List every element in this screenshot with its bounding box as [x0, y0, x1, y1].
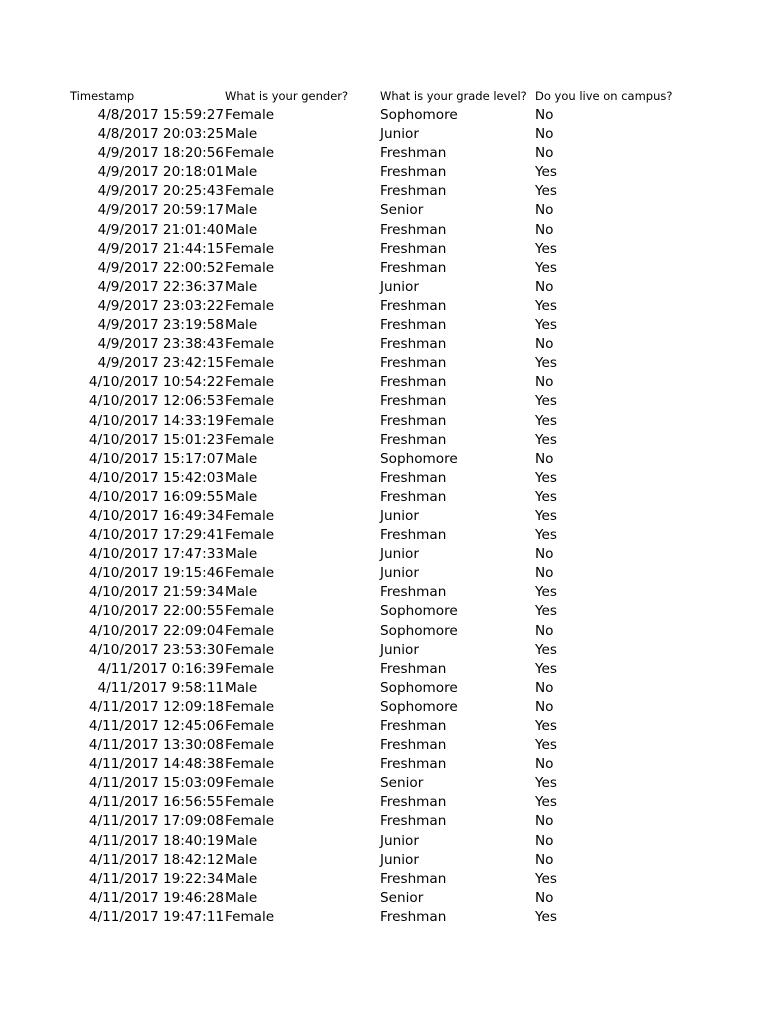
cell-grade-level: Freshman	[380, 431, 447, 448]
cell-live-on-campus: Yes	[535, 297, 557, 314]
cell-gender: Male	[225, 469, 258, 486]
cell-live-on-campus: No	[535, 889, 554, 906]
table-row	[0, 851, 768, 870]
table-row	[0, 488, 768, 507]
cell-live-on-campus: Yes	[535, 527, 557, 544]
cell-grade-level: Freshman	[380, 813, 447, 830]
cell-live-on-campus: No	[535, 851, 554, 868]
cell-timestamp: 4/11/2017 19:46:28	[88, 889, 224, 906]
cell-timestamp: 4/11/2017 0:16:39	[97, 660, 224, 677]
cell-timestamp: 4/10/2017 14:33:19	[88, 412, 224, 429]
cell-gender: Male	[225, 278, 258, 295]
cell-timestamp: 4/10/2017 15:42:03	[88, 469, 224, 486]
cell-grade-level: Freshman	[380, 660, 447, 677]
cell-live-on-campus: Yes	[535, 603, 557, 620]
table-row	[0, 641, 768, 660]
cell-grade-level: Freshman	[380, 240, 447, 257]
cell-grade-level: Freshman	[380, 527, 447, 544]
cell-timestamp: 4/11/2017 19:22:34	[88, 870, 224, 887]
cell-grade-level: Freshman	[380, 412, 447, 429]
table-row	[0, 354, 768, 373]
cell-timestamp: 4/10/2017 23:53:30	[88, 641, 224, 658]
table-row	[0, 221, 768, 240]
cell-grade-level: Junior	[380, 507, 419, 524]
cell-timestamp: 4/10/2017 19:15:46	[88, 565, 224, 582]
cell-gender: Female	[225, 775, 275, 792]
table-row	[0, 316, 768, 335]
cell-live-on-campus: Yes	[535, 507, 557, 524]
table-row	[0, 240, 768, 259]
cell-grade-level: Freshman	[380, 259, 447, 276]
table-row	[0, 392, 768, 411]
cell-timestamp: 4/9/2017 21:44:15	[97, 240, 224, 257]
cell-live-on-campus: No	[535, 679, 554, 696]
cell-grade-level: Freshman	[380, 393, 447, 410]
table-row	[0, 717, 768, 736]
cell-timestamp: 4/9/2017 20:59:17	[97, 202, 224, 219]
table-row	[0, 870, 768, 889]
cell-gender: Female	[225, 259, 275, 276]
cell-timestamp: 4/10/2017 16:09:55	[88, 488, 224, 505]
cell-gender: Female	[225, 374, 275, 391]
cell-gender: Female	[225, 183, 275, 200]
cell-grade-level: Freshman	[380, 794, 447, 811]
cell-live-on-campus: Yes	[535, 431, 557, 448]
cell-grade-level: Sophomore	[380, 603, 458, 620]
table-row	[0, 545, 768, 564]
cell-timestamp: 4/9/2017 22:00:52	[97, 259, 224, 276]
cell-gender: Female	[225, 603, 275, 620]
cell-timestamp: 4/11/2017 19:47:11	[88, 908, 224, 925]
cell-timestamp: 4/10/2017 22:09:04	[88, 622, 224, 639]
cell-live-on-campus: Yes	[535, 660, 557, 677]
cell-live-on-campus: Yes	[535, 355, 557, 372]
cell-timestamp: 4/9/2017 21:01:40	[97, 221, 224, 238]
cell-gender: Female	[225, 412, 275, 429]
cell-timestamp: 4/11/2017 16:56:55	[88, 794, 224, 811]
cell-live-on-campus: No	[535, 813, 554, 830]
table-row	[0, 412, 768, 431]
cell-gender: Female	[225, 565, 275, 582]
cell-gender: Female	[225, 527, 275, 544]
cell-grade-level: Freshman	[380, 718, 447, 734]
cell-gender: Male	[225, 546, 258, 563]
cell-gender: Male	[225, 870, 258, 887]
cell-timestamp: 4/10/2017 15:01:23	[88, 431, 224, 448]
cell-grade-level: Freshman	[380, 756, 447, 773]
cell-grade-level: Freshman	[380, 164, 447, 181]
cell-gender: Female	[225, 431, 275, 448]
cell-timestamp: 4/11/2017 18:40:19	[88, 832, 224, 849]
cell-timestamp: 4/9/2017 18:20:56	[97, 145, 224, 162]
cell-live-on-campus: No	[535, 756, 554, 773]
cell-timestamp: 4/10/2017 15:17:07	[88, 450, 224, 467]
cell-live-on-campus: No	[535, 565, 554, 582]
cell-grade-level: Junior	[380, 832, 419, 849]
header-grade-level: What is your grade level?	[380, 89, 527, 103]
table-row	[0, 259, 768, 278]
cell-grade-level: Freshman	[380, 584, 447, 601]
table-row	[0, 583, 768, 602]
cell-live-on-campus: Yes	[535, 183, 557, 200]
cell-gender: Female	[225, 393, 275, 410]
cell-timestamp: 4/9/2017 22:36:37	[97, 278, 224, 295]
table-row	[0, 469, 768, 488]
header-live-on-campus: Do you live on campus?	[535, 89, 673, 103]
cell-timestamp: 4/11/2017 18:42:12	[88, 851, 224, 868]
table-row	[0, 774, 768, 793]
cell-gender: Female	[225, 240, 275, 257]
data-rows	[0, 106, 768, 927]
table-row	[0, 622, 768, 641]
survey-spreadsheet	[0, 86, 768, 927]
table-row	[0, 335, 768, 354]
cell-timestamp: 4/11/2017 12:09:18	[88, 698, 224, 715]
cell-gender: Male	[225, 126, 258, 143]
table-row	[0, 755, 768, 774]
cell-gender: Female	[225, 355, 275, 372]
cell-live-on-campus: Yes	[535, 240, 557, 257]
cell-grade-level: Freshman	[380, 221, 447, 238]
cell-gender: Female	[225, 660, 275, 677]
cell-grade-level: Junior	[380, 546, 419, 563]
cell-gender: Male	[225, 450, 258, 467]
cell-timestamp: 4/10/2017 21:59:34	[88, 584, 224, 601]
table-row	[0, 526, 768, 545]
table-row	[0, 373, 768, 392]
cell-live-on-campus: Yes	[535, 584, 557, 601]
cell-timestamp: 4/10/2017 16:49:34	[88, 507, 224, 524]
table-row	[0, 793, 768, 812]
table-row	[0, 106, 768, 125]
cell-grade-level: Freshman	[380, 297, 447, 314]
cell-timestamp: 4/11/2017 9:58:11	[97, 679, 224, 696]
table-row	[0, 125, 768, 144]
cell-grade-level: Junior	[380, 565, 419, 582]
table-row	[0, 201, 768, 220]
cell-grade-level: Freshman	[380, 336, 447, 353]
cell-live-on-campus: No	[535, 145, 554, 162]
cell-grade-level: Freshman	[380, 488, 447, 505]
cell-gender: Female	[225, 718, 275, 734]
table-row	[0, 507, 768, 526]
cell-timestamp: 4/10/2017 22:00:55	[88, 603, 224, 620]
cell-grade-level: Freshman	[380, 469, 447, 486]
cell-live-on-campus: No	[535, 202, 554, 219]
cell-live-on-campus: Yes	[535, 737, 557, 754]
cell-gender: Female	[225, 698, 275, 715]
cell-live-on-campus: No	[535, 221, 554, 238]
cell-gender: Female	[225, 641, 275, 658]
cell-timestamp: 4/10/2017 10:54:22	[88, 374, 224, 391]
table-row	[0, 679, 768, 698]
cell-gender: Male	[225, 584, 258, 601]
cell-timestamp: 4/10/2017 12:06:53	[88, 393, 224, 410]
cell-live-on-campus: No	[535, 374, 554, 391]
table-row	[0, 297, 768, 316]
cell-grade-level: Freshman	[380, 908, 447, 925]
table-row	[0, 698, 768, 717]
cell-grade-level: Freshman	[380, 317, 447, 334]
cell-timestamp: 4/10/2017 17:47:33	[88, 546, 224, 563]
cell-live-on-campus: No	[535, 450, 554, 467]
cell-grade-level: Senior	[380, 202, 424, 219]
cell-gender: Female	[225, 622, 275, 639]
cell-timestamp: 4/9/2017 23:42:15	[97, 355, 224, 372]
cell-live-on-campus: Yes	[535, 641, 557, 658]
cell-grade-level: Freshman	[380, 145, 447, 162]
cell-gender: Female	[225, 813, 275, 830]
table-row	[0, 889, 768, 908]
table-row	[0, 182, 768, 201]
cell-gender: Female	[225, 145, 275, 162]
cell-grade-level: Junior	[380, 641, 419, 658]
cell-live-on-campus: Yes	[535, 775, 557, 792]
cell-gender: Female	[225, 908, 275, 925]
table-row	[0, 163, 768, 182]
cell-live-on-campus: Yes	[535, 908, 557, 925]
cell-live-on-campus: Yes	[535, 870, 557, 887]
cell-gender: Female	[225, 336, 275, 353]
table-row	[0, 602, 768, 621]
cell-live-on-campus: Yes	[535, 259, 557, 276]
cell-live-on-campus: No	[535, 126, 554, 143]
cell-grade-level: Junior	[380, 126, 419, 143]
cell-live-on-campus: Yes	[535, 164, 557, 181]
cell-live-on-campus: Yes	[535, 488, 557, 505]
cell-live-on-campus: No	[535, 698, 554, 715]
table-row	[0, 736, 768, 755]
cell-live-on-campus: Yes	[535, 317, 557, 334]
cell-timestamp: 4/11/2017 15:03:09	[88, 775, 224, 792]
table-row	[0, 144, 768, 163]
cell-gender: Female	[225, 756, 275, 773]
cell-live-on-campus: No	[535, 336, 554, 353]
cell-timestamp: 4/11/2017 14:48:38	[88, 756, 224, 773]
cell-gender: Female	[225, 297, 275, 314]
cell-timestamp: 4/11/2017 13:30:08	[88, 737, 224, 754]
cell-timestamp: 4/11/2017 12:45:06	[88, 718, 224, 734]
cell-timestamp: 4/9/2017 23:03:22	[97, 297, 224, 314]
cell-live-on-campus: No	[535, 278, 554, 295]
cell-live-on-campus: No	[535, 622, 554, 639]
table-row	[0, 450, 768, 469]
cell-timestamp: 4/8/2017 15:59:27	[97, 107, 224, 123]
cell-timestamp: 4/9/2017 23:19:58	[97, 317, 224, 334]
cell-grade-level: Sophomore	[380, 698, 458, 715]
cell-gender: Female	[225, 107, 275, 123]
cell-gender: Male	[225, 679, 258, 696]
cell-grade-level: Senior	[380, 889, 424, 906]
cell-grade-level: Sophomore	[380, 679, 458, 696]
cell-grade-level: Freshman	[380, 870, 447, 887]
cell-grade-level: Freshman	[380, 355, 447, 372]
cell-timestamp: 4/8/2017 20:03:25	[97, 126, 224, 143]
cell-timestamp: 4/9/2017 20:25:43	[97, 183, 224, 200]
cell-grade-level: Senior	[380, 775, 424, 792]
table-row	[0, 908, 768, 927]
cell-gender: Female	[225, 507, 275, 524]
header-timestamp: Timestamp	[70, 89, 135, 103]
cell-timestamp: 4/11/2017 17:09:08	[88, 813, 224, 830]
cell-grade-level: Freshman	[380, 737, 447, 754]
cell-live-on-campus: No	[535, 546, 554, 563]
table-row	[0, 564, 768, 583]
cell-live-on-campus: Yes	[535, 412, 557, 429]
cell-gender: Male	[225, 221, 258, 238]
table-row	[0, 431, 768, 450]
cell-gender: Male	[225, 317, 258, 334]
cell-timestamp: 4/10/2017 17:29:41	[88, 527, 224, 544]
table-row	[0, 832, 768, 851]
cell-grade-level: Sophomore	[380, 107, 458, 123]
cell-gender: Male	[225, 202, 258, 219]
cell-grade-level: Freshman	[380, 374, 447, 391]
cell-grade-level: Junior	[380, 851, 419, 868]
cell-live-on-campus: Yes	[535, 393, 557, 410]
header-gender: What is your gender?	[225, 89, 349, 103]
cell-gender: Female	[225, 737, 275, 754]
header-row	[0, 86, 768, 106]
table-row	[0, 812, 768, 831]
table-row	[0, 278, 768, 297]
cell-live-on-campus: Yes	[535, 794, 557, 811]
cell-timestamp: 4/9/2017 23:38:43	[97, 336, 224, 353]
cell-grade-level: Sophomore	[380, 450, 458, 467]
cell-gender: Male	[225, 851, 258, 868]
cell-live-on-campus: Yes	[535, 718, 557, 734]
cell-grade-level: Freshman	[380, 183, 447, 200]
cell-gender: Male	[225, 889, 258, 906]
cell-gender: Male	[225, 164, 258, 181]
cell-live-on-campus: No	[535, 832, 554, 849]
table-row	[0, 660, 768, 679]
cell-live-on-campus: Yes	[535, 469, 557, 486]
cell-timestamp: 4/9/2017 20:18:01	[97, 164, 224, 181]
cell-live-on-campus: No	[535, 107, 554, 123]
cell-gender: Female	[225, 794, 275, 811]
cell-grade-level: Sophomore	[380, 622, 458, 639]
cell-gender: Male	[225, 832, 258, 849]
cell-gender: Male	[225, 488, 258, 505]
cell-grade-level: Junior	[380, 278, 419, 295]
